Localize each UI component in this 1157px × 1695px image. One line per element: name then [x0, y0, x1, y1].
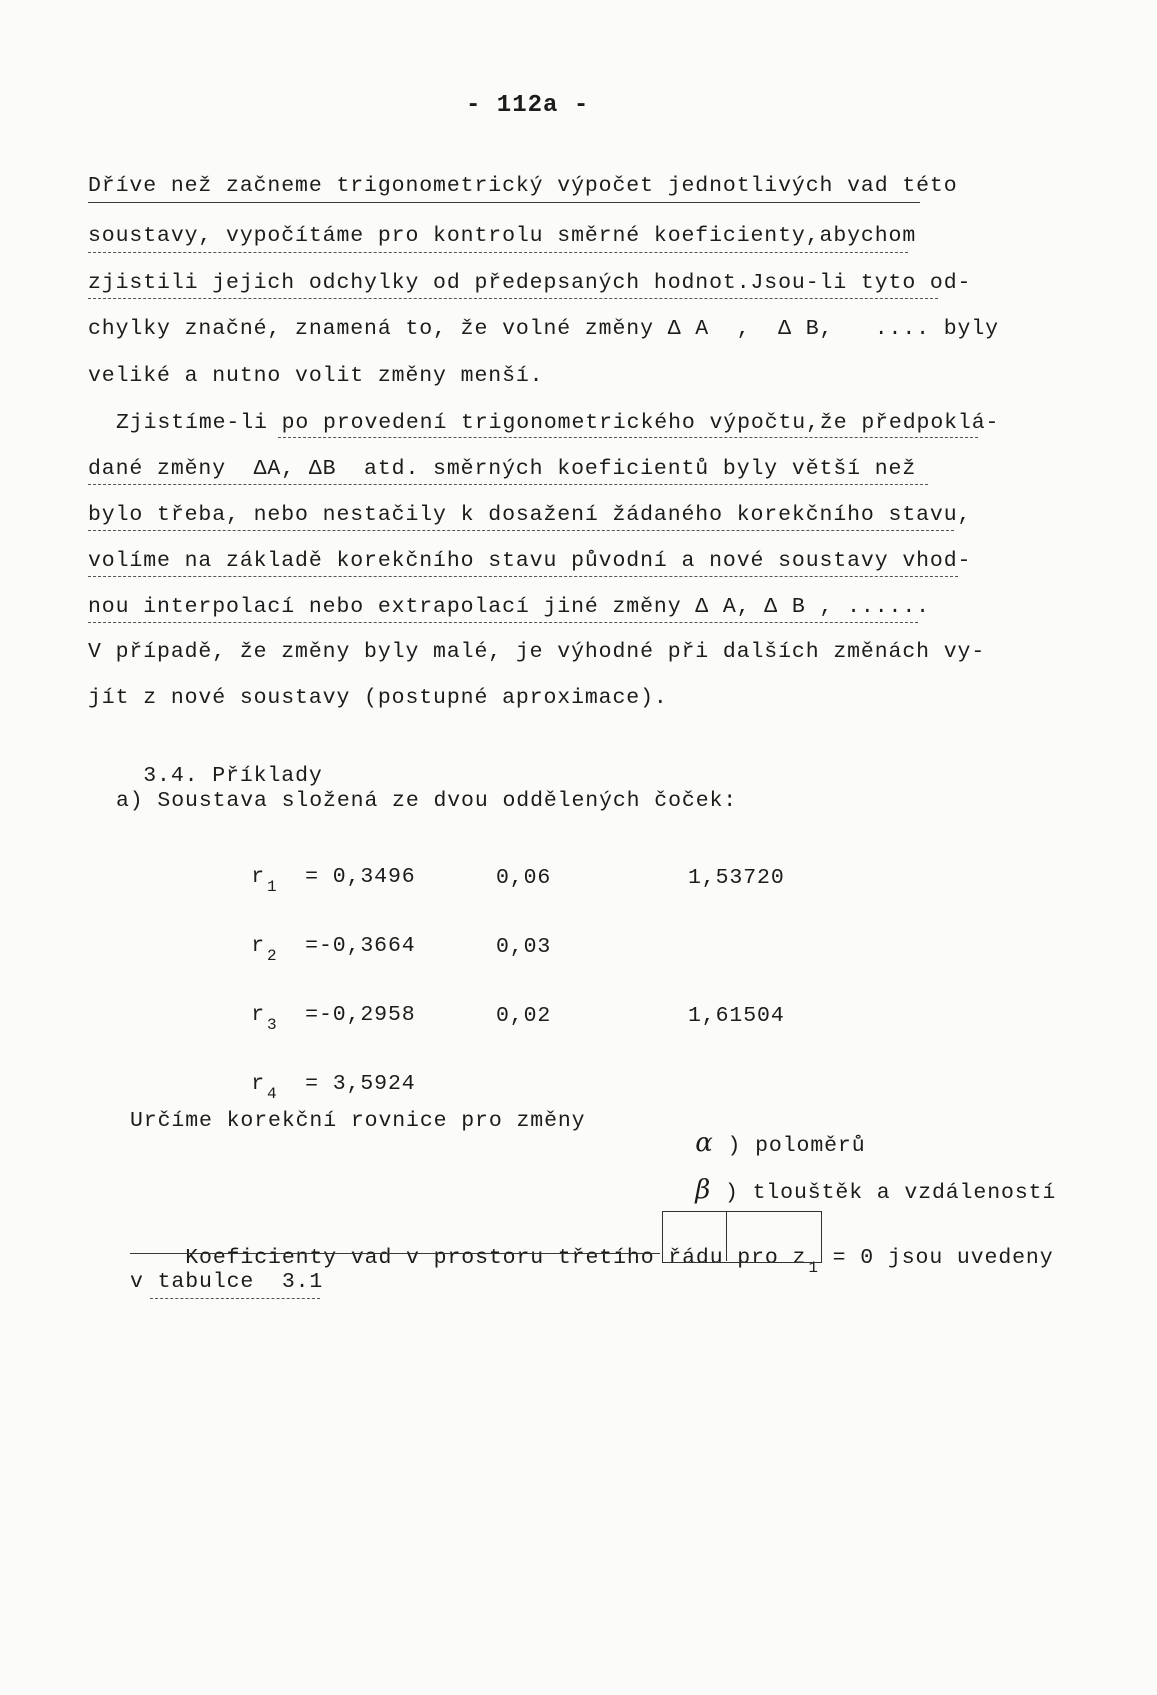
para1-line-3: zjistili jejich odchylky od předepsaných hodnot.Jsou-li tyto od- [88, 271, 972, 295]
para1-line-5: veliké a nutno volit změny menší. [88, 364, 544, 388]
radius-index: 1 [267, 877, 278, 896]
underline [88, 484, 928, 485]
underline [150, 1298, 320, 1299]
thickness-d2: 0,03 [496, 935, 552, 959]
underline [88, 298, 938, 299]
radius-value: = 0,3496 [305, 864, 416, 889]
radius-value: =-0,2958 [305, 1002, 416, 1027]
radius-symbol: r [251, 933, 266, 958]
para1-line-1: Dříve než začneme trigonometrický výpočet jednotlivých vad této [88, 174, 958, 198]
radius-index: 3 [267, 1015, 278, 1034]
example-a-heading: a) Soustava složená ze dvou oddělených čoček: [116, 789, 738, 813]
z-symbol: z [792, 1245, 807, 1270]
radius-symbol: r [251, 864, 266, 889]
underline [88, 252, 908, 253]
radius-symbol: r [251, 1071, 266, 1096]
para2-line-5: nou interpolací nebo extrapolací jiné změny Δ A, Δ B , ...... [88, 595, 930, 619]
radius-index: 4 [267, 1084, 278, 1103]
para1-line-2: soustavy, vypočítáme pro kontrolu směrné koeficienty,abychom [88, 224, 917, 248]
radius-index: 2 [267, 946, 278, 965]
z-value: = 0 [832, 1245, 875, 1270]
thickness-d1: 0,06 [496, 866, 552, 890]
beta-symbol: β [695, 1174, 712, 1205]
highlight-box-inner [726, 1211, 821, 1261]
para2-line-4: volíme na základě korekčního stavu původní a nové soustavy vhod- [88, 549, 972, 573]
beta-text: ) tlouštěk a vzdáleností [724, 1180, 1057, 1205]
para3-line-1: V případě, že změny byly malé, je výhodné při dalších změnách vy- [88, 640, 986, 664]
underline [88, 622, 918, 623]
correction-line: Určíme korekční rovnice pro změny [130, 1109, 586, 1133]
radius-value: = 3,5924 [305, 1071, 416, 1096]
table-reference: v tabulce 3.1 [130, 1270, 324, 1294]
underline [130, 1253, 660, 1254]
page-number: - 112a - [466, 92, 590, 119]
coef-text-before: Koeficienty vad v prostoru třetího řádu pro [185, 1245, 779, 1270]
alpha-symbol: α [695, 1127, 714, 1158]
section-title: Příklady [212, 763, 323, 788]
index-n1: 1,53720 [688, 866, 785, 890]
para2-line-3: bylo třeba, nebo nestačily k dosažení žádaného korekčního stavu, [88, 503, 972, 527]
thickness-d3: 0,02 [496, 1004, 552, 1028]
radius-r1 [196, 845, 416, 910]
underline [88, 530, 954, 531]
para3-line-2: jít z nové soustavy (postupné aproximace). [88, 686, 668, 710]
underline [88, 202, 920, 203]
radius-value: =-0,3664 [305, 933, 416, 958]
radius-r3 [196, 983, 416, 1048]
radius-r2 [196, 914, 416, 979]
underline [88, 576, 958, 577]
alpha-text: ) poloměrů [727, 1133, 866, 1158]
section-number: 3.4. [143, 763, 199, 788]
para2-line-1: Zjistíme-li po provedení trigonometrického výpočtu,že předpoklá- [116, 411, 1000, 435]
para1-line-4: chylky značné, znamená to, že volné změny Δ A , Δ B, .... byly [88, 317, 999, 341]
radius-symbol: r [251, 1002, 266, 1027]
underline [278, 437, 978, 438]
index-n2: 1,61504 [688, 1004, 785, 1028]
coef-text-after: jsou uvedeny [887, 1245, 1054, 1270]
z-index: 1 [808, 1258, 819, 1277]
para2-line-2: dané změny ΔA, ΔB atd. směrných koeficientů byly větší než [88, 457, 917, 481]
radius-r4 [196, 1052, 416, 1117]
